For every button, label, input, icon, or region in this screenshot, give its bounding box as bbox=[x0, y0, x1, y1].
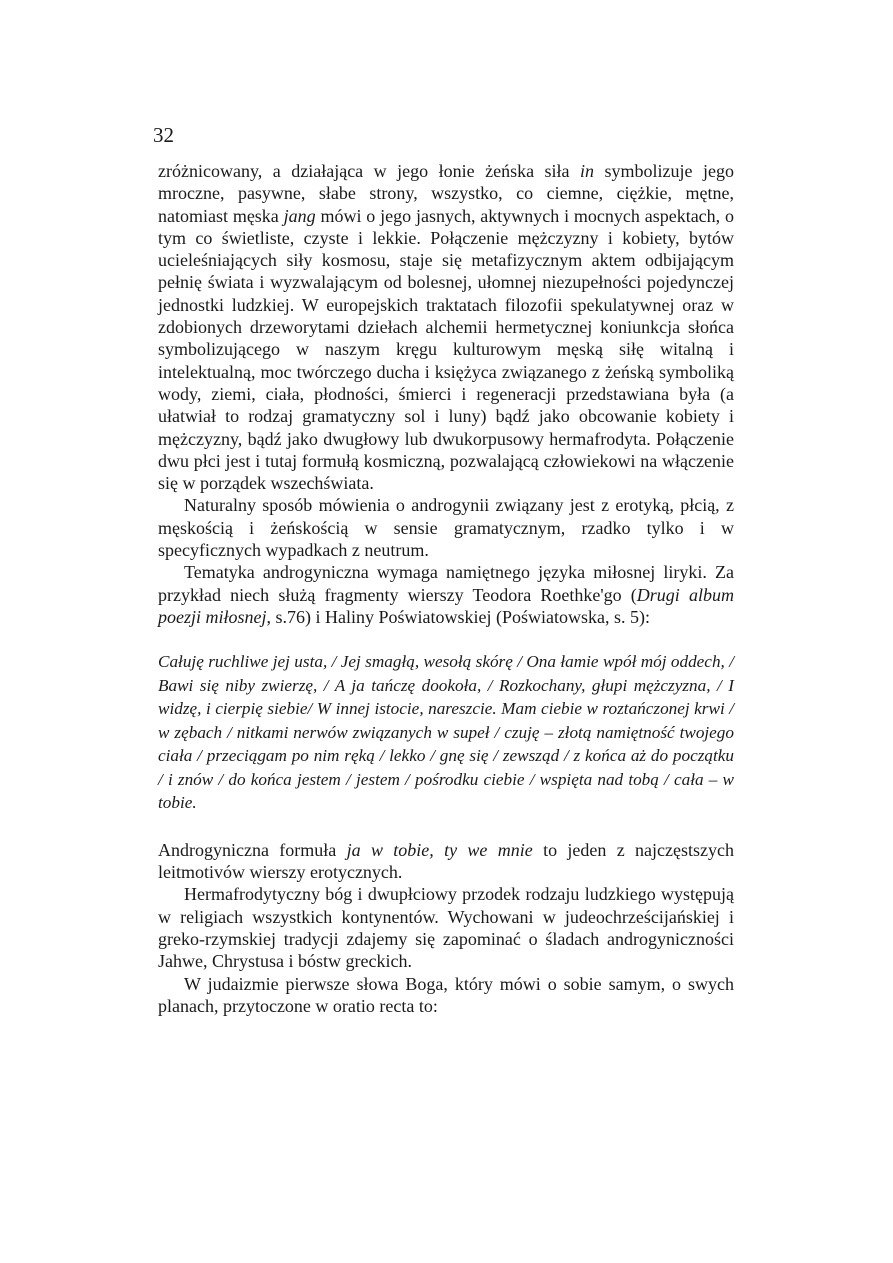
p1-emphasis-in: in bbox=[580, 161, 595, 181]
p4-formula: ja w tobie, ty we mnie bbox=[346, 839, 533, 860]
poetry-quote: Całuję ruchliwe jej usta, / Jej smagłą, wesołą skórę / Ona łamie wpół mój oddech, / Bawi się niby zwierzę, / A ja tańczę dookoła, / Rozkochany, głupi mężczyzna, / I widzę, i cierpię siebie/ W innej istocie, nareszcie. Mam ciebie w roztańczonej krwi / w zębach / nitkami nerwów związanych w supeł / czuję – złotą namiętność twojego ciała / przeciągam po nim ręką / lekko / gnę się / zewsząd / z końca aż do początku / i znów / do końca jestem / jestem / pośrodku ciebie / wspięta nad tobą / cała – w tobie. bbox=[158, 652, 734, 813]
paragraph-yin-yang bbox=[158, 160, 734, 494]
p3-text-1: Tematyka androgyniczna wymaga namiętnego języka miłosnej liryki. Za przykład niech służą fragmenty wierszy Teodora Roethke'go ( bbox=[158, 562, 734, 605]
paragraph-formula bbox=[158, 839, 734, 884]
p3-book-title: Drugi album poezji miłosnej bbox=[158, 584, 734, 627]
p1-text-2: symbolizuje jego mroczne, pasywne, słabe strony, wszystko, co ciemne, ciężkie, mętne, natomiast męska bbox=[158, 161, 734, 226]
body-text bbox=[158, 160, 734, 1017]
page-number: 32 bbox=[153, 123, 174, 147]
p1-text-1: zróżnicowany, a działająca w jego łonie żeńska siła bbox=[158, 161, 581, 181]
p4-text-2: to jeden z najczęstszych leitmotivów wierszy erotycznych. bbox=[158, 839, 734, 883]
p4-text-1: Androgyniczna formuła bbox=[158, 839, 347, 860]
paragraph-judaism: W judaizmie pierwsze słowa Boga, który mówi o sobie samym, o swych planach, przytoczone w oratio recta to: bbox=[158, 973, 734, 1016]
paragraph-lyric-intro bbox=[158, 561, 734, 628]
p1-text-3: mówi o jego jasnych, aktywnych i mocnych aspektach, o tym co świetliste, czyste i lekkie. Połączenie mężczyzny i kobiety, bytów ucieleśniających siły kosmosu, staje się metafizycznym aktem odbijającym pełnię świata i wyzwalającym od bolesnej, ułomnej niezupełności pojedynczej jednostki ludzkiej. W europejskich traktatach filozofii spekulatywnej oraz w zdobionych drzeworytami dziełach alchemii hermetycznej koniunkcja słońca symbolizującego w naszym kręgu kulturowym męską siłę witalną i intelektualną, moc twórczego ducha i księżyca związanego z żeńską symboliką wody, ziemi, ciała, płodności, śmierci i regeneracji przedstawiana była (a ułatwiał to rodzaj gramatyczny sol i luny) bądź jako obcowanie kobiety i mężczyzny, bądź jako dwugłowy lub dwukorpusowy hermafrodyta. Połączenie dwu płci jest i tutaj formułą kosmiczną, pozwalającą człowiekowi na włączenie się w porządek wszechświata. bbox=[158, 205, 734, 494]
p3-text-2: , s.76) i Haliny Poświatowskiej (Poświatowska, s. 5): bbox=[266, 606, 650, 627]
paragraph-hermaphrodite-god: Hermafrodytyczny bóg i dwupłciowy przodek rodzaju ludzkiego występują w religiach wszystkich kontynentów. Wychowani w judeochrześcijańskiej i greko-rzymskiej tradycji zdajemy się zapominać o śladach androgyniczności Jahwe, Chrystusa i bóstw greckich. bbox=[158, 884, 734, 972]
paragraph-androgyny-speech: Naturalny sposób mówienia o androgynii związany jest z erotyką, płcią, z męskością i żeńskością w sensie gramatycznym, rzadko tylko i w specyficznych wypadkach z neutrum. bbox=[158, 495, 734, 561]
p1-emphasis-jang: jang bbox=[283, 205, 316, 226]
